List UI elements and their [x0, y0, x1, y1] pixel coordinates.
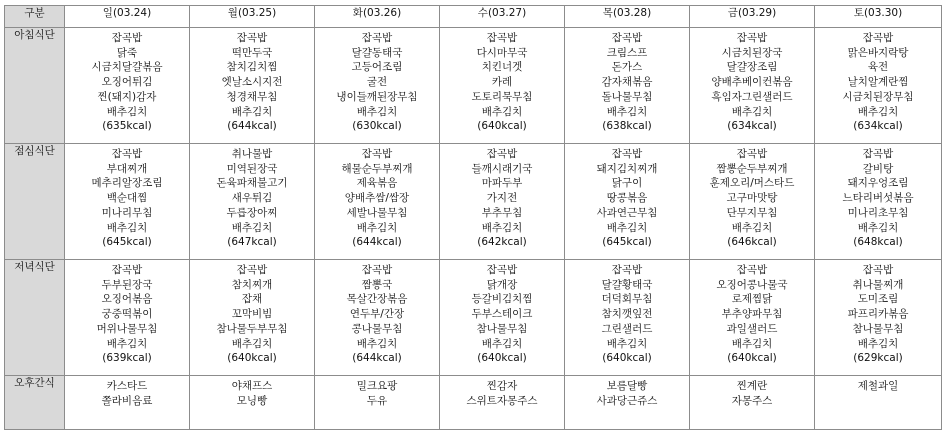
- menu-item: 잡곡밥: [236, 32, 268, 44]
- menu-cell: [565, 28, 690, 144]
- menu-item: 두부스테이크: [471, 308, 533, 321]
- menu-item: 돈가스: [611, 61, 643, 74]
- menu-item: 잡곡밥: [862, 148, 894, 160]
- menu-item: 들깨시래기국: [471, 162, 533, 175]
- menu-cell: [65, 260, 190, 376]
- menu-cell: [315, 144, 440, 260]
- day-header-tue: 화(03.26): [315, 6, 440, 28]
- menu-item: 로제찜닭: [731, 293, 773, 306]
- menu-item: 배추김치: [857, 337, 899, 350]
- menu-item: 취나물찌개: [852, 278, 904, 291]
- menu-item: 제육볶음: [356, 177, 398, 190]
- menu-item: (634kcal): [853, 120, 903, 133]
- menu-item: 닭죽: [116, 46, 138, 59]
- menu-item: 치킨너겟: [481, 61, 523, 74]
- menu-item: 카레: [491, 76, 513, 89]
- menu-item: 닭개장: [486, 278, 518, 291]
- meal-row: [5, 260, 942, 376]
- menu-item: 자몽주스: [731, 394, 773, 407]
- menu-cell: [440, 260, 565, 376]
- menu-item: 연두부/간장: [349, 308, 405, 321]
- menu-item: 참나물무침: [476, 322, 528, 335]
- menu-item: 도미조림: [857, 293, 899, 306]
- day-header-mon: 월(03.25): [190, 6, 315, 28]
- menu-item: 돈육파채불고기: [216, 177, 288, 190]
- menu-item: 배추김치: [231, 221, 273, 234]
- menu-item: 참치김치찜: [226, 61, 278, 74]
- menu-item: (642kcal): [477, 236, 527, 249]
- meal-label: 점심식단: [5, 144, 65, 260]
- menu-item: 잡곡밥: [736, 264, 768, 276]
- meal-label: 저녁식단: [5, 260, 65, 376]
- menu-item: 배추김치: [731, 221, 773, 234]
- menu-item: (640kcal): [227, 352, 277, 365]
- menu-item: (640kcal): [727, 352, 777, 365]
- menu-item: 파프리카볶음: [847, 308, 909, 321]
- menu-item: 잡곡밥: [611, 148, 643, 160]
- menu-item: 배추김치: [481, 337, 523, 350]
- menu-item: 취나물밥: [231, 148, 273, 160]
- menu-item: 세발나물무침: [346, 206, 408, 219]
- menu-item: 배추김치: [857, 221, 899, 234]
- menu-item: 더덕회무침: [601, 293, 653, 306]
- menu-item: 참나물무침: [852, 322, 904, 335]
- menu-item: 잡곡밥: [736, 148, 768, 160]
- day-header-fri: 금(03.29): [690, 6, 815, 28]
- menu-cell: [440, 376, 565, 430]
- menu-item: 목살간장볶음: [346, 293, 408, 306]
- menu-item: (644kcal): [227, 120, 277, 133]
- menu-item: 배추김치: [106, 337, 148, 350]
- menu-item: 부대찌개: [106, 162, 148, 175]
- menu-item: 메추리알장조림: [91, 177, 163, 190]
- menu-item: 도토리묵무침: [471, 90, 533, 103]
- menu-item: 제철과일: [857, 380, 899, 392]
- menu-cell: [690, 260, 815, 376]
- menu-item: 참치찌개: [231, 278, 273, 291]
- menu-cell: [565, 376, 690, 430]
- menu-item: (639kcal): [102, 352, 152, 365]
- menu-cell: [190, 28, 315, 144]
- menu-item: 고등어조림: [351, 61, 403, 74]
- menu-item: 쫄라비음료: [101, 394, 153, 407]
- day-header-sat: 토(03.30): [815, 6, 942, 28]
- category-header: 구분: [5, 6, 65, 28]
- menu-item: (629kcal): [853, 352, 903, 365]
- menu-item: 배추김치: [857, 105, 899, 118]
- menu-cell: [315, 28, 440, 144]
- menu-item: 미역된장국: [226, 162, 278, 175]
- menu-cell: [440, 28, 565, 144]
- menu-item: 두유: [366, 394, 388, 407]
- menu-item: 배추김치: [481, 105, 523, 118]
- meal-row: [5, 144, 942, 260]
- menu-item: 미나리초무침: [847, 206, 909, 219]
- menu-cell: [190, 144, 315, 260]
- header-row: [5, 6, 942, 28]
- menu-item: 콩나물무침: [351, 322, 403, 335]
- menu-item: 양배추쌈/쌈장: [344, 192, 410, 205]
- meal-label: 아침식단: [5, 28, 65, 144]
- menu-item: 스위트자몽주스: [466, 394, 538, 407]
- menu-cell: [65, 144, 190, 260]
- meal-label: 오후간식: [5, 376, 65, 430]
- menu-item: 흑임자그린샐러드: [711, 90, 793, 103]
- menu-item: 청경채무침: [226, 90, 278, 103]
- menu-item: 사과당근쥬스: [596, 394, 658, 407]
- menu-cell: [690, 144, 815, 260]
- menu-item: (640kcal): [477, 352, 527, 365]
- menu-cell: [815, 376, 942, 430]
- menu-cell: [815, 144, 942, 260]
- menu-item: 잡곡밥: [361, 32, 393, 44]
- menu-item: 꼬막비빔: [231, 308, 273, 321]
- menu-cell: [565, 260, 690, 376]
- menu-item: 배추김치: [356, 105, 398, 118]
- menu-item: 닭구이: [611, 177, 643, 190]
- menu-item: (638kcal): [602, 120, 652, 133]
- menu-item: 잡곡밥: [862, 264, 894, 276]
- menu-item: 잡곡밥: [736, 32, 768, 44]
- menu-item: 배추김치: [231, 337, 273, 350]
- day-header-sun: 일(03.24): [65, 6, 190, 28]
- menu-item: 시금치된장무침: [842, 90, 914, 103]
- menu-item: 잡곡밥: [486, 32, 518, 44]
- menu-item: 배추김치: [356, 337, 398, 350]
- menu-item: 해물순두부찌개: [341, 162, 413, 175]
- menu-item: 배추김치: [606, 105, 648, 118]
- menu-cell: [690, 376, 815, 430]
- menu-item: (644kcal): [352, 352, 402, 365]
- menu-item: 다시마무국: [476, 46, 528, 59]
- menu-item: (645kcal): [102, 236, 152, 249]
- menu-item: (645kcal): [602, 236, 652, 249]
- menu-item: 돼지우엉조림: [847, 177, 909, 190]
- menu-item: 참나물두부무침: [216, 322, 288, 335]
- menu-item: 잡곡밥: [486, 264, 518, 276]
- menu-item: 오징어콩나물국: [716, 278, 788, 291]
- menu-item: 짬뽕국: [361, 278, 393, 291]
- menu-cell: [315, 376, 440, 430]
- menu-cell: [565, 144, 690, 260]
- meal-row: [5, 376, 942, 430]
- menu-item: 오징어볶음: [101, 293, 153, 306]
- menu-item: 등갈비김치찜: [471, 293, 533, 306]
- day-header-wed: 수(03.27): [440, 6, 565, 28]
- menu-item: 땅콩볶음: [606, 192, 648, 205]
- menu-item: 고구마맛탕: [726, 192, 778, 205]
- menu-item: 잡채: [241, 293, 263, 306]
- menu-item: 달걀황태국: [601, 278, 653, 291]
- menu-item: (646kcal): [727, 236, 777, 249]
- menu-item: 육전: [867, 61, 889, 74]
- menu-item: (634kcal): [727, 120, 777, 133]
- menu-item: 마파두부: [481, 177, 523, 190]
- menu-item: 새우튀김: [231, 192, 273, 205]
- menu-item: 단무지무침: [726, 206, 778, 219]
- menu-item: 배추김치: [481, 221, 523, 234]
- menu-item: (630kcal): [352, 120, 402, 133]
- menu-item: 배추김치: [731, 337, 773, 350]
- menu-item: 맑은바지락탕: [847, 46, 909, 59]
- menu-item: 잡곡밥: [111, 264, 143, 276]
- menu-item: 크림스프: [606, 46, 648, 59]
- menu-cell: [65, 376, 190, 430]
- menu-item: (644kcal): [352, 236, 402, 249]
- menu-item: 과일샐러드: [726, 322, 778, 335]
- weekly-menu-table: [4, 5, 942, 430]
- menu-cell: [65, 28, 190, 144]
- menu-cell: [815, 260, 942, 376]
- menu-item: 배추김치: [606, 221, 648, 234]
- menu-item: 참치깻잎전: [601, 308, 653, 321]
- menu-item: 잡곡밥: [361, 264, 393, 276]
- menu-item: 오징어튀김: [101, 76, 153, 89]
- menu-item: 양배추베이컨볶음: [711, 76, 793, 89]
- menu-item: 굴전: [366, 76, 388, 89]
- menu-item: 미나리무침: [101, 206, 153, 219]
- menu-item: 엣날소시지전: [221, 76, 283, 89]
- menu-item: 잡곡밥: [361, 148, 393, 160]
- menu-cell: [190, 260, 315, 376]
- meal-row: [5, 28, 942, 144]
- menu-item: (635kcal): [102, 120, 152, 133]
- menu-item: 감자채볶음: [601, 76, 653, 89]
- menu-item: 느타리버섯볶음: [842, 192, 914, 205]
- menu-item: 잡곡밥: [111, 148, 143, 160]
- menu-item: 배추김치: [356, 221, 398, 234]
- menu-item: (648kcal): [853, 236, 903, 249]
- menu-item: 달걀장조림: [726, 61, 778, 74]
- menu-item: 두릅장아찌: [226, 206, 278, 219]
- menu-item: 잡곡밥: [486, 148, 518, 160]
- menu-item: 배추김치: [106, 105, 148, 118]
- menu-item: 찐(돼지)감자: [97, 90, 157, 103]
- menu-item: 배추김치: [106, 221, 148, 234]
- menu-item: 모닝빵: [236, 394, 268, 407]
- menu-cell: [315, 260, 440, 376]
- menu-item: 보름달빵: [606, 380, 648, 392]
- menu-item: 배추김치: [606, 337, 648, 350]
- menu-item: 시금치된장국: [721, 46, 783, 59]
- menu-item: 가지전: [486, 192, 518, 205]
- menu-item: 잡곡밥: [862, 32, 894, 44]
- menu-cell: [815, 28, 942, 144]
- menu-item: 잡곡밥: [611, 264, 643, 276]
- menu-item: 돼지김치찌개: [596, 162, 658, 175]
- menu-item: 찐감자: [486, 380, 518, 392]
- menu-item: 야채프스: [231, 380, 273, 392]
- menu-item: 사과연근무침: [596, 206, 658, 219]
- menu-item: 날치알계란찜: [847, 76, 909, 89]
- menu-item: 잡곡밥: [111, 32, 143, 44]
- menu-cell: [190, 376, 315, 430]
- menu-item: 백순대찜: [106, 192, 148, 205]
- menu-item: 훈제오리/머스타드: [709, 177, 795, 190]
- menu-item: 부추양파무침: [721, 308, 783, 321]
- menu-item: 돌나물무침: [601, 90, 653, 103]
- menu-cell: [690, 28, 815, 144]
- menu-item: 짬뽕순두부찌개: [716, 162, 788, 175]
- menu-item: 찐계란: [736, 380, 768, 392]
- menu-item: 궁중떡볶이: [101, 308, 153, 321]
- menu-item: 떡만두국: [231, 46, 273, 59]
- menu-item: 그린샐러드: [601, 322, 653, 335]
- menu-item: 카스타드: [106, 380, 148, 392]
- menu-item: 달걀동태국: [351, 46, 403, 59]
- menu-item: 시금치달걀볶음: [91, 61, 163, 74]
- day-header-thu: 목(03.28): [565, 6, 690, 28]
- menu-item: 머위나물무침: [96, 322, 158, 335]
- menu-item: 배추김치: [731, 105, 773, 118]
- menu-item: 밀크요팡: [356, 380, 398, 392]
- menu-item: 냉이들깨된장무침: [336, 90, 418, 103]
- menu-item: 갈비탕: [862, 162, 894, 175]
- menu-item: 배추김치: [231, 105, 273, 118]
- menu-item: 잡곡밥: [236, 264, 268, 276]
- menu-item: 잡곡밥: [611, 32, 643, 44]
- menu-item: (640kcal): [477, 120, 527, 133]
- menu-item: 두부된장국: [101, 278, 153, 291]
- menu-item: (647kcal): [227, 236, 277, 249]
- menu-cell: [440, 144, 565, 260]
- menu-item: 부추무침: [481, 206, 523, 219]
- menu-item: (640kcal): [602, 352, 652, 365]
